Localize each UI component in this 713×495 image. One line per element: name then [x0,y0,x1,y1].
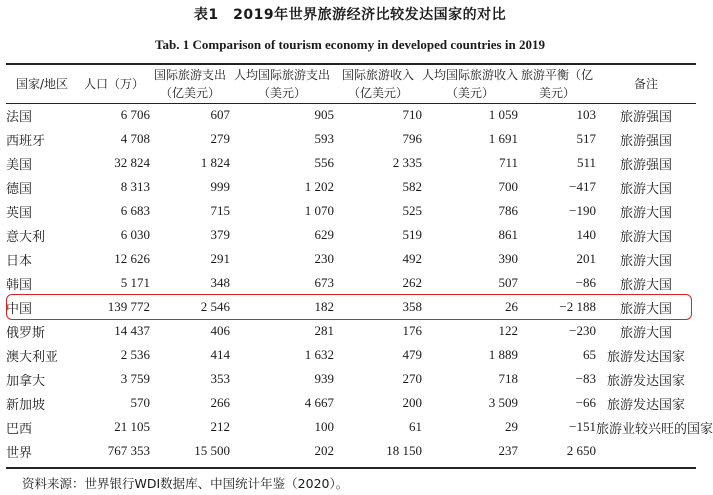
cell-intl-revenue: 176 [402,323,422,338]
header-population: 人口（万） [83,76,144,91]
cell-population: 767 353 [107,443,150,458]
cell-intl-revenue: 200 [402,395,422,410]
cell-country: 日本 [6,252,33,268]
cell-tourism-balance: −83 [575,371,596,386]
table-title-en: Tab. 1 Comparison of tourism economy in developed countries in 2019 [155,37,545,52]
cell-tourism-balance: −151 [569,419,596,434]
cell-tourism-balance: −190 [569,203,596,218]
cell-per-capita-spending: 1 202 [304,179,334,194]
table-row [6,271,696,295]
table-row [6,391,696,415]
table-row [6,103,696,127]
cell-intl-spending: 291 [210,251,230,266]
cell-tourism-balance: −86 [575,275,596,290]
cell-population: 3 759 [120,371,150,386]
cell-per-capita-spending: 905 [314,107,334,122]
cell-country: 澳大利亚 [6,348,59,364]
cell-remarks: 旅游发达国家 [606,396,685,412]
cell-per-capita-spending: 939 [314,371,334,386]
cell-tourism-balance: −2 188 [559,299,596,314]
table-row [6,439,696,463]
bottom-rule [6,467,696,469]
cell-intl-spending: 348 [210,275,230,290]
cell-population: 139 772 [107,299,150,314]
cell-country: 韩国 [6,276,33,292]
cell-per-capita-revenue: 122 [498,323,518,338]
cell-tourism-balance: −230 [569,323,596,338]
cell-country: 意大利 [6,228,46,244]
cell-remarks: 旅游大国 [619,276,672,292]
cell-country: 中国 [6,300,33,316]
cell-remarks: 旅游大国 [619,204,672,220]
cell-remarks: 旅游强国 [619,108,672,124]
cell-tourism-balance: 201 [576,251,596,266]
table-row [6,319,696,343]
cell-country: 世界 [6,444,33,460]
table-row [6,295,696,319]
cell-remarks: 旅游大国 [619,180,672,196]
cell-per-capita-revenue: 29 [505,419,518,434]
cell-tourism-balance: 103 [576,107,596,122]
cell-intl-revenue: 61 [409,419,422,434]
cell-intl-spending: 406 [210,323,230,338]
comparison-table [6,64,713,463]
cell-remarks: 旅游发达国家 [606,372,685,388]
cell-remarks: 旅游大国 [619,324,672,340]
cell-remarks: 旅游大国 [619,300,672,316]
header-tourism-balance: 旅游平衡（亿美元） [520,67,593,100]
cell-population: 14 437 [114,323,150,338]
cell-country: 加拿大 [6,372,46,388]
table-row [6,175,696,199]
cell-per-capita-spending: 4 667 [304,395,334,410]
cell-population: 6 683 [120,203,150,218]
cell-per-capita-revenue: 3 509 [488,395,518,410]
cell-intl-revenue: 796 [402,131,422,146]
cell-per-capita-spending: 673 [314,275,334,290]
cell-population: 5 171 [120,275,150,290]
cell-population: 12 626 [114,251,150,266]
cell-intl-revenue: 270 [402,371,422,386]
table-row [6,367,696,391]
cell-country: 新加坡 [6,396,46,412]
table-row [6,151,696,175]
header-intl-revenue: 国际旅游收入（亿美元） [341,67,414,100]
cell-intl-spending: 15 500 [194,443,230,458]
cell-remarks: 旅游大国 [619,228,672,244]
cell-per-capita-spending: 629 [314,227,334,242]
table-row [6,415,696,439]
cell-intl-revenue: 710 [402,107,422,122]
cell-country: 美国 [6,156,33,172]
source-note: 资料来源：世界银行WDI数据库、中国统计年鉴（2020）。 [22,476,349,491]
header-remarks: 备注 [633,76,658,91]
cell-intl-revenue: 358 [402,299,422,314]
cell-per-capita-revenue: 718 [498,371,518,386]
cell-per-capita-spending: 230 [314,251,334,266]
cell-per-capita-spending: 100 [314,419,334,434]
cell-country: 西班牙 [6,132,46,148]
cell-per-capita-revenue: 861 [498,227,518,242]
cell-tourism-balance: 140 [576,227,596,242]
cell-intl-spending: 266 [210,395,230,410]
header-per-capita-spending: 人均国际旅游支出（美元） [233,67,330,100]
cell-intl-revenue: 18 150 [386,443,422,458]
cell-intl-spending: 353 [210,371,230,386]
cell-intl-revenue: 525 [402,203,422,218]
cell-population: 21 105 [114,419,150,434]
header-country: 国家/地区 [15,76,69,91]
cell-per-capita-spending: 1 632 [304,347,334,362]
cell-population: 8 313 [120,179,150,194]
cell-tourism-balance: 517 [576,131,596,146]
cell-per-capita-spending: 281 [314,323,334,338]
cell-per-capita-revenue: 26 [505,299,518,314]
cell-per-capita-revenue: 1 889 [488,347,518,362]
cell-remarks: 旅游强国 [619,156,672,172]
cell-country: 俄罗斯 [6,324,46,340]
cell-intl-spending: 279 [210,131,230,146]
cell-population: 6 706 [120,107,150,122]
cell-intl-revenue: 519 [402,227,422,242]
table-row [6,343,696,367]
table-body [6,103,713,463]
cell-tourism-balance: 2 650 [566,443,596,458]
cell-per-capita-revenue: 237 [498,443,518,458]
table-title-cn: 表1 2019年世界旅游经济比较发达国家的对比 [193,7,507,23]
cell-intl-spending: 379 [210,227,230,242]
cell-intl-spending: 715 [210,203,230,218]
cell-per-capita-revenue: 507 [498,275,518,290]
cell-per-capita-spending: 182 [314,299,334,314]
cell-per-capita-spending: 556 [314,155,334,170]
cell-intl-revenue: 479 [402,347,422,362]
cell-tourism-balance: 65 [583,347,596,362]
cell-population: 32 824 [114,155,150,170]
cell-population: 4 708 [120,131,150,146]
cell-intl-spending: 999 [210,179,230,194]
cell-per-capita-revenue: 786 [498,203,518,218]
cell-population: 6 030 [120,227,150,242]
cell-country: 德国 [6,180,33,196]
cell-population: 570 [130,395,150,410]
cell-remarks: 旅游业较兴旺的国家 [596,420,713,436]
cell-per-capita-spending: 1 070 [304,203,334,218]
cell-tourism-balance: −417 [569,179,596,194]
table-row [6,247,696,271]
header-row [6,64,696,103]
cell-intl-revenue: 262 [402,275,422,290]
cell-population: 2 536 [120,347,150,362]
cell-intl-revenue: 2 335 [392,155,422,170]
cell-country: 巴西 [6,420,33,436]
cell-intl-spending: 414 [210,347,230,362]
cell-per-capita-spending: 593 [314,131,334,146]
table-row [6,127,696,151]
cell-tourism-balance: −66 [575,395,596,410]
cell-per-capita-spending: 202 [314,443,334,458]
cell-per-capita-revenue: 1 059 [488,107,518,122]
cell-remarks [596,439,696,463]
cell-per-capita-revenue: 390 [498,251,518,266]
cell-intl-revenue: 492 [402,251,422,266]
cell-remarks: 旅游强国 [619,132,672,148]
cell-per-capita-revenue: 711 [498,155,518,170]
cell-per-capita-revenue: 700 [498,179,518,194]
cell-tourism-balance: 511 [576,155,596,170]
cell-intl-spending: 2 546 [200,299,230,314]
cell-intl-spending: 607 [210,107,230,122]
cell-remarks: 旅游大国 [619,252,672,268]
cell-intl-spending: 1 824 [200,155,230,170]
header-intl-spending: 国际旅游支出（亿美元） [153,67,226,100]
cell-country: 英国 [6,204,33,220]
cell-intl-revenue: 582 [402,179,422,194]
cell-remarks: 旅游发达国家 [606,348,685,364]
cell-intl-spending: 212 [210,419,230,434]
table-row [6,199,696,223]
table-row [6,223,696,247]
cell-country: 法国 [6,108,33,124]
header-per-capita-revenue: 人均国际旅游收入（美元） [422,67,519,100]
cell-per-capita-revenue: 1 691 [488,131,518,146]
